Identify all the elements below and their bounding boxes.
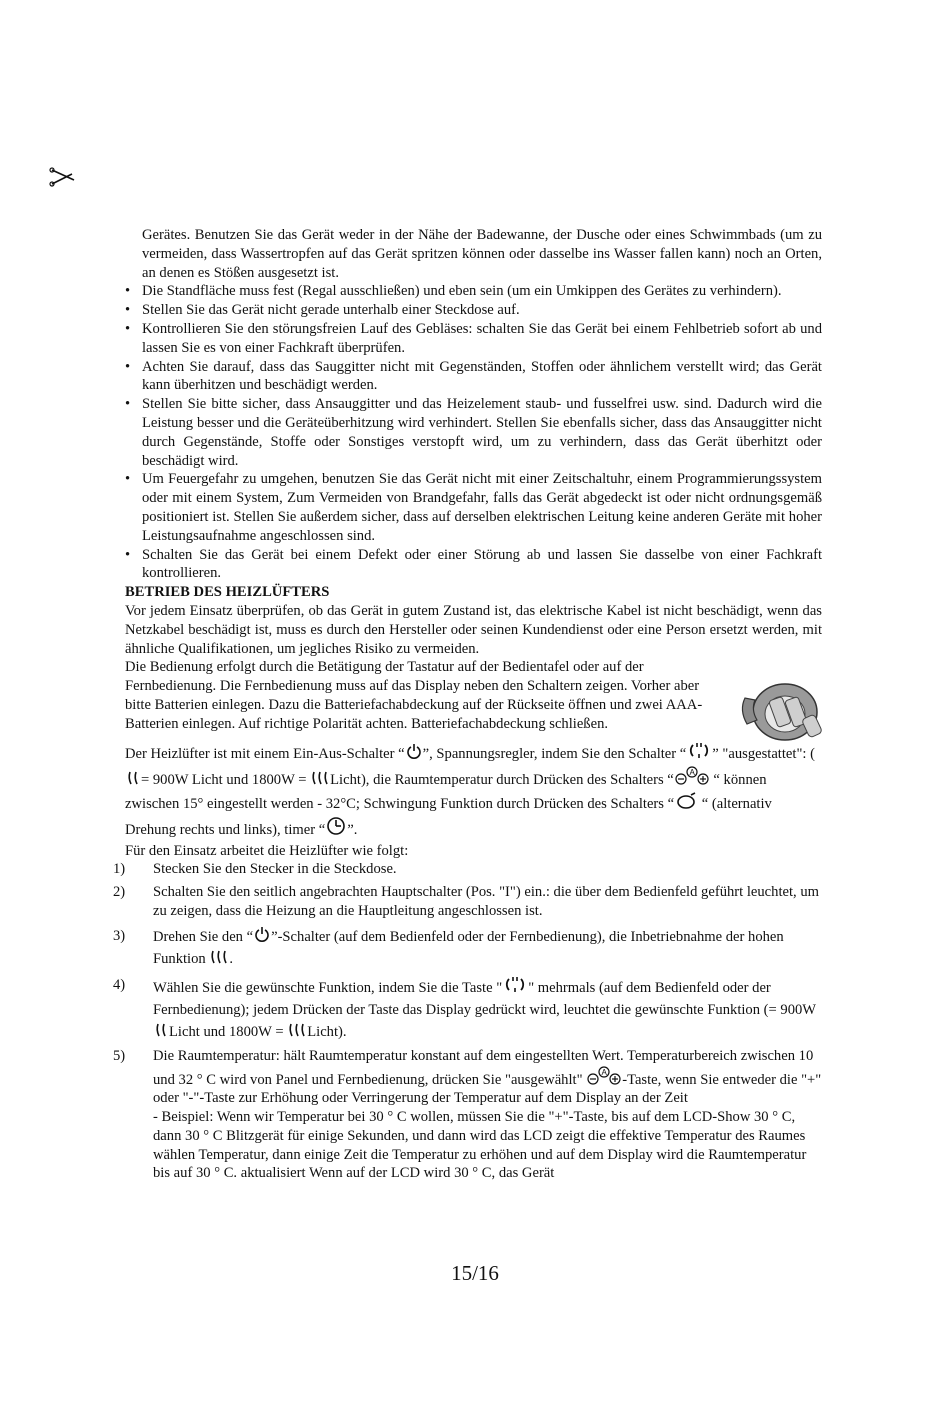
controls-text: “ (alternativ Drehung rechts und links), timer “: [125, 795, 772, 838]
oscillation-icon: [675, 792, 697, 810]
power-icon: [406, 742, 422, 760]
temperature-buttons-icon: [587, 1066, 621, 1086]
step-example: - Beispiel: Wenn wir Temperatur bei 30 ° C wollen, müssen Sie die "+"-Taste, bis auf dem LCD-Show 30 ° C, dann 30 ° C Blitzgerät für einige Sekunden, und dann wird das LCD zeigt die effektive Temperatur des Raumes wählen Temperatur, dann einige Zeit die Temperatur zu erhöhen und auf dem Display wird die Raumtemperatur bis auf 30 ° C. aktualisiert Wenn auf der LCD wird 30 ° C, das Gerät: [153, 1109, 807, 1182]
step-text: Schalten Sie den seitlich angebrachten Hauptschalter (Pos. "I") ein.: die über dem Bedienfeld geführt leuchtet, um zu zeigen, dass die Heizung an die Hauptleitung angeschlossen ist.: [153, 884, 819, 919]
svg-text:A: A: [689, 767, 695, 777]
list-item: [113, 883, 822, 921]
mode-icon: [503, 974, 527, 994]
svg-text:A: A: [601, 1067, 608, 1077]
timer-icon: [326, 816, 346, 836]
controls-text: = 900W Licht und 1800W =: [141, 771, 311, 788]
remote-paragraph: Die Bedienung erfolgt durch die Betätigung der Tastatur auf der Bedientafel oder auf der Fernbedienung. Die Fernbedienung muss auf das Display neben den Schaltern zeigen. Vorher aber bitte Batterien einlegen. Dazu die Batteriefachabdeckung auf der Rückseite öffnen und zwei AAA-Batterien einlegen. Auf richtige Polarität achten. Batteriefachabdeckung schließen.: [125, 659, 703, 732]
step-text: ”-Schalter (auf dem Bedienfeld oder der Fernbedienung), die Inbetriebnahme der hohen Funktion: [153, 928, 784, 967]
heat-high-icon: [210, 949, 228, 965]
step-text: Die Raumtemperatur: hält Raumtemperatur konstant auf dem eingestellten Wert. Temperaturbereich zwischen 10 und 32 ° C wird von Panel und Fernbedienung, drücken Sie "ausgewählt": [153, 1047, 814, 1088]
step-number: 1): [113, 861, 126, 878]
list-item: • Stellen Sie bitte sicher, dass Ansauggitter und das Heizelement staub- und fusselfrei usw. sind. Dadurch wird die Leistung besser und die Geräteüberhitzung wird verhindert. Stellen Sie ebenfalls sicher, dass das Ansauggitter nicht durch Gegenstände, Stoffe oder Sonstiges verstopft wird, um zu verhindern, dass das Gerät überhitzt oder beschädigt wird.: [125, 395, 822, 470]
controls-paragraph: [125, 740, 822, 842]
list-item: • Um Feuergefahr zu umgehen, benutzen Sie das Gerät nicht mit einer Zeitschaltuhr, einem Programmierungssystem oder mit einem System, Zum Vermeiden von Brandgefahr, falls das Gerät abgedeckt ist oder nicht ordnungsgemäß positioniert ist. Stellen Sie außerdem sicher, dass auf derselben elektrischen Leitung keine anderen Geräte mit hoher Leistungsaufnahme angeschlossen sind.: [125, 470, 822, 545]
list-item: • Schalten Sie das Gerät bei einem Defekt oder einer Störung ab und lassen Sie dasselbe von einer Fachkraft kontrollieren.: [125, 546, 822, 584]
heat-low-icon: [126, 770, 140, 786]
step-text: Stecken Sie den Stecker in die Steckdose.: [153, 861, 397, 878]
step-number: 3): [113, 927, 126, 944]
list-item: • Kontrollieren Sie den störungsfreien Lauf des Gebläses: schalten Sie das Gerät bei einem Fehlbetrieb sofort ab und lassen Sie es von einer Fachkraft überprüfen.: [125, 320, 822, 358]
list-item: [113, 925, 822, 970]
temperature-buttons-icon: [675, 766, 709, 786]
step-text: " mehrmals (auf dem Bedienfeld oder der Fernbedienung); jedem Drücken der Taste das Display gedrückt wird, leuchtet die gewünschte Funktion (= 900W: [153, 979, 816, 1018]
power-icon: [254, 925, 270, 943]
operation-intro: Für den Einsatz arbeitet die Heizlüfter wie folgt:: [125, 842, 409, 859]
scissors-icon: [48, 166, 78, 188]
step-text: Licht).: [307, 1023, 347, 1040]
step-number: 5): [113, 1047, 126, 1064]
step-text: -Taste, wenn Sie entweder die "+" oder "-"-Taste zur Erhöhung oder Verringerung der Temperatur auf dem Display an der Zeit: [153, 1071, 822, 1107]
controls-text: Licht), die Raumtemperatur durch Drücken des Schalters “: [330, 771, 674, 788]
safety-bullet-list: [125, 282, 822, 583]
controls-text: “ können zwischen 15° eingestellt werden - 32°C; Schwingung Funktion durch Drücken des Schalters “: [125, 771, 767, 812]
controls-text: ”, Spannungsregler, indem Sie den Schalter “: [422, 745, 687, 762]
check-paragraph: Vor jedem Einsatz überprüfen, ob das Gerät in gutem Zustand ist, das elektrische Kabel ist nicht beschädigt, wenn das Netzkabel beschädigt ist, muss es durch den Hersteller oder seinen Kundendienst oder eine Person ersetzt werden, mit ähnliche Qualifikationen, um jegliches Risiko zu vermeiden.: [125, 602, 822, 657]
list-item: • Stellen Sie das Gerät nicht gerade unterhalb einer Steckdose auf.: [125, 301, 822, 320]
step-number: 2): [113, 884, 126, 901]
mode-icon: [687, 740, 711, 760]
controls-text: ”.: [347, 821, 358, 838]
heat-high-icon: [311, 770, 329, 786]
controls-text: Der Heizlüfter ist mit einem Ein-Aus-Schalter “: [125, 745, 405, 762]
list-item: [113, 860, 822, 879]
heat-low-icon: [154, 1022, 168, 1038]
list-item: • Achten Sie darauf, dass das Sauggitter nicht mit Gegenständen, Stoffen oder ähnlichem verstellt wird; das Gerät kann überhitzen und beschädigt werden.: [125, 358, 822, 396]
step-text: .: [229, 950, 234, 967]
remote-control-image: [735, 676, 825, 746]
step-text: Drehen Sie den “: [153, 928, 254, 945]
intro-paragraph: Gerätes. Benutzen Sie das Gerät weder in der Nähe der Badewanne, der Dusche oder eines Schwimmbads (um zu vermeiden, dass Wassertropfen auf das Gerät spritzen können oder dasselbe ins Wasser fallen kann) noch an Orten, an denen es Stößen ausgesetzt ist.: [142, 227, 822, 281]
list-item: • Die Standfläche muss fest (Regal ausschließen) und eben sein (um ein Umkippen des Gerätes zu verhindern).: [125, 282, 822, 301]
section-title: BETRIEB DES HEIZLÜFTERS: [125, 584, 330, 601]
list-item: [113, 1047, 822, 1184]
step-text: Wählen Sie die gewünschte Funktion, indem Sie die Taste ": [153, 979, 503, 996]
document-body: [113, 226, 822, 1187]
heat-high-icon: [288, 1022, 306, 1038]
step-text: Licht und 1800W =: [169, 1023, 288, 1040]
operation-steps: [113, 860, 822, 1183]
step-number: 4): [113, 976, 126, 993]
list-item: [113, 974, 822, 1043]
controls-text: ” "ausgestattet": (: [712, 745, 815, 762]
page-number: 15/16: [451, 1261, 499, 1285]
